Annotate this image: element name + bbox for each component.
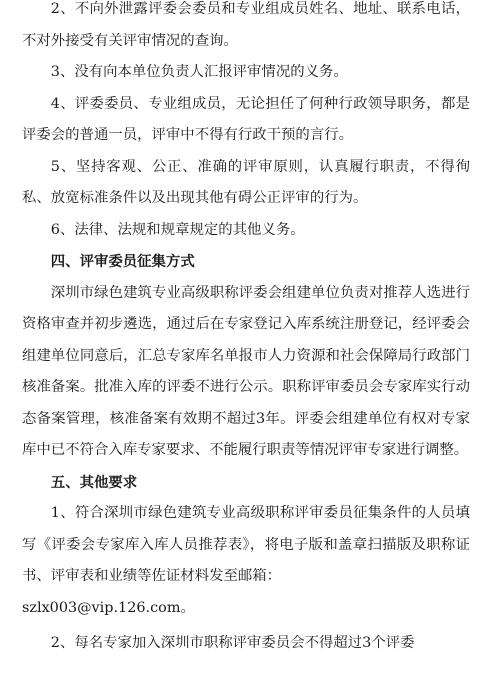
section-heading-5: 五、其他要求 xyxy=(50,473,138,491)
section-heading-4: 四、评审委员征集方式 xyxy=(50,253,195,270)
duty-item-4: 4、评委委员、专业组成员，无论担任了何种行政领导职务，都是评委会的普通一员，评审中不得有行政干预的言行。 xyxy=(22,95,470,143)
duty-item-3: 3、没有向本单位负责人汇报评审情况的义务。 xyxy=(50,64,348,80)
section-5-item-2: 2、每名专家加入深圳市职称评审委员会不得超过3个评委 xyxy=(50,635,415,651)
section-4-paragraph: 深圳市绿色建筑专业高级职称评委会组建单位负责对推荐人选进行资格审查并初步遴选，通过后在专家登记入库系统注册登记，经评委会组建单位同意后，汇总专家库名单报市人力资源和社会保障局行政部门核准备案。批准入库的评委不进行公示。职称评审委员会专家库实行动态备案管理，核准备案有效期不超过3年。评委会组建单位有权对专家库中已不符合入库专家要求、不能履行职责等情况评审专家进行调整。 xyxy=(22,284,470,458)
duty-item-5: 5、坚持客观、公正、准确的评审原则，认真履行职责，不得徇私、放宽标准条件以及出现其他有碍公正评审的行为。 xyxy=(22,158,470,206)
section-5-item-1: 1、符合深圳市绿色建筑专业高级职称评审委员征集条件的人员填写《评委会专家库入库人员推荐表》，将电子版和盖章扫描版及职称证书、评审表和业绩等佐证材料发至邮箱： xyxy=(22,505,470,584)
duty-item-6: 6、法律、法规和规章规定的其他义务。 xyxy=(50,221,305,238)
email-address: szlx003@vip.126.com。 xyxy=(22,599,195,616)
duty-item-2: 2、不向外泄露评委会委员和专业组成员姓名、地址、联系电话，不对外接受有关评审情况的查询。 xyxy=(22,1,470,49)
